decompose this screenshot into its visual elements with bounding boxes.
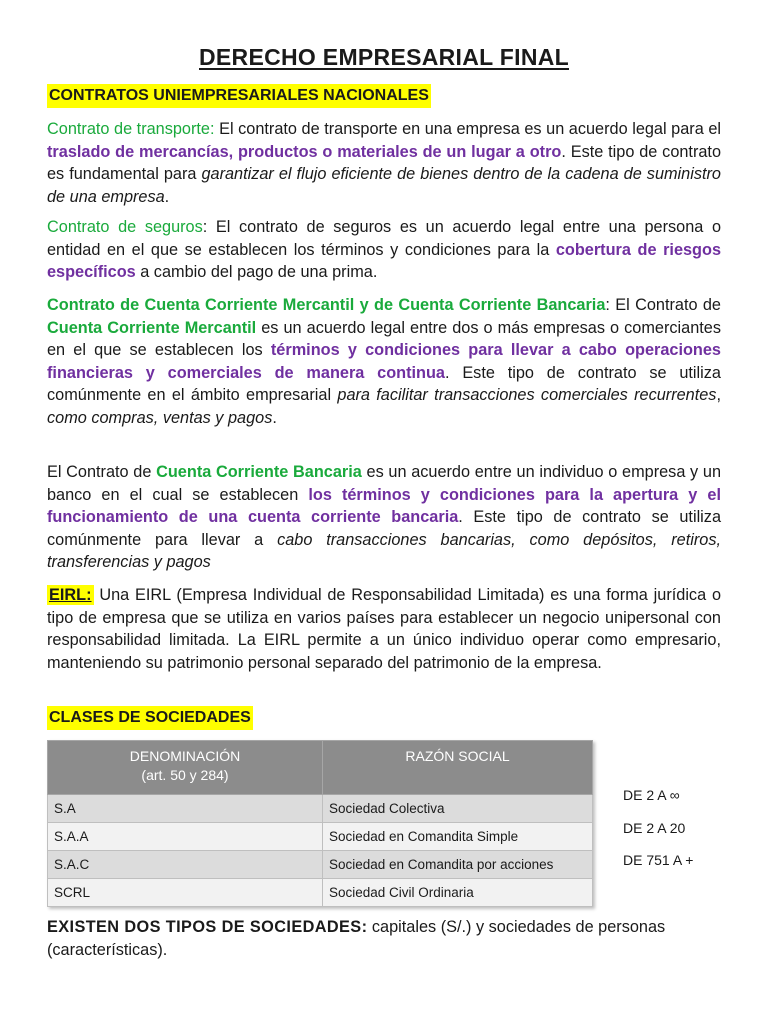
header-razon-social: RAZÓN SOCIAL	[323, 741, 593, 795]
side-note: DE 2 A ∞	[623, 787, 680, 803]
term-label: Contrato de Cuenta Corriente Mercantil y de Cuenta Corriente Bancaria	[47, 296, 606, 314]
table-cell: S.A.C	[48, 851, 323, 879]
header-line: (art. 50 y 284)	[141, 767, 229, 783]
paragraph-eirl	[47, 584, 721, 674]
paragraph-cuenta-corriente	[47, 294, 721, 429]
table-row	[48, 823, 593, 851]
paragraph-tipos-sociedades	[47, 916, 721, 961]
side-note: DE 751 A +	[623, 852, 694, 868]
header-denominacion	[48, 741, 323, 795]
italic-text: como compras, ventas y pagos	[47, 408, 273, 427]
header-line: DENOMINACIÓN	[129, 748, 241, 764]
table-cell: Sociedad Colectiva	[323, 795, 593, 823]
table-cell: S.A	[48, 795, 323, 823]
side-note: DE 2 A 20	[623, 820, 686, 836]
section-heading-sociedades	[47, 706, 253, 730]
term-inline: Cuenta Corriente Bancaria	[156, 463, 362, 481]
text: capitales (S/.) y sociedades de personas (características).	[47, 918, 666, 959]
highlighted-heading: CLASES DE SOCIEDADES	[47, 706, 253, 730]
table-cell: Sociedad en Comandita Simple	[323, 823, 593, 851]
text: .	[164, 187, 170, 206]
term-label: Contrato de transporte	[47, 120, 210, 138]
text: . Este tipo de contrato se utiliza comúnmente para llevar a	[47, 508, 721, 549]
table-cell: SCRL	[48, 879, 323, 907]
term-inline: Cuenta Corriente Mercantil	[47, 318, 257, 337]
text: es un acuerdo legal entre dos o más empresas o comerciantes en el que se establecen los	[47, 318, 721, 359]
text: El Contrato de	[47, 463, 157, 481]
table-header-row	[48, 741, 593, 795]
text: El contrato de transporte en una empresa es un acuerdo legal para el	[214, 120, 721, 138]
paragraph-transporte	[47, 118, 721, 208]
text: Una EIRL (Empresa Individual de Responsabilidad Limitada) es una forma jurídica o tipo de empresa que se utiliza en varios países para establecer un negocio unipersonal con responsabilidad limitada. La EIRL permite a un único individuo operar como empresario, manteniendo su patrimonio personal separado del patrimonio de la empresa.	[47, 586, 721, 672]
text: .	[272, 408, 277, 427]
italic-text: cabo transacciones bancarias, como depósitos, retiros, transferencias y pagos	[47, 530, 721, 571]
italic-text: para facilitar transacciones comerciales recurrentes	[337, 386, 717, 404]
text: : El Contrato de	[605, 296, 721, 314]
emphasis: los términos y condiciones para la apertura y el funcionamiento de una cuenta corriente bancaria	[47, 485, 721, 526]
text: . Este tipo de contrato se utiliza comúnmente en el ámbito empresarial	[47, 363, 721, 404]
table-row	[48, 879, 593, 907]
italic-text: garantizar el flujo eficiente de bienes dentro de la cadena de suministro de una empresa	[47, 165, 721, 206]
emphasis: traslado de mercancías, productos o materiales de un lugar a otro	[47, 142, 562, 161]
table-cell: S.A.A	[48, 823, 323, 851]
bold-lead: EXISTEN DOS TIPOS DE SOCIEDADES:	[47, 918, 368, 936]
text: : El contrato de seguros es un acuerdo legal entre una persona o entidad en el que se establecen los términos y condiciones para la	[47, 218, 721, 259]
paragraph-seguros	[47, 216, 721, 284]
table-row	[48, 851, 593, 879]
emphasis: términos y condiciones para llevar a cabo operaciones financieras y comerciales de manera continua	[47, 341, 721, 382]
table-cell: Sociedad en Comandita por acciones	[323, 851, 593, 879]
emphasis: cobertura de riesgos específicos	[47, 240, 722, 281]
table-cell: Sociedad Civil Ordinaria	[323, 879, 593, 907]
sociedades-table	[47, 740, 593, 907]
highlighted-heading: CONTRATOS UNIEMPRESARIALES NACIONALES	[47, 84, 431, 108]
page-title: DERECHO EMPRESARIAL FINAL	[199, 44, 569, 70]
text: ,	[716, 386, 721, 404]
eirl-label: EIRL:	[49, 586, 92, 604]
text: a cambio del pago de una prima.	[135, 263, 378, 281]
section-heading-contratos	[47, 84, 431, 108]
text: . Este tipo de contrato es fundamental para	[47, 142, 722, 183]
paragraph-cuenta-bancaria	[47, 461, 721, 574]
text: es un acuerdo entre un individuo o empresa y un banco en el cual se establecen	[47, 463, 721, 504]
term-label: Contrato de seguros	[47, 218, 203, 236]
table-row	[48, 795, 593, 823]
term-colon: :	[210, 120, 215, 138]
